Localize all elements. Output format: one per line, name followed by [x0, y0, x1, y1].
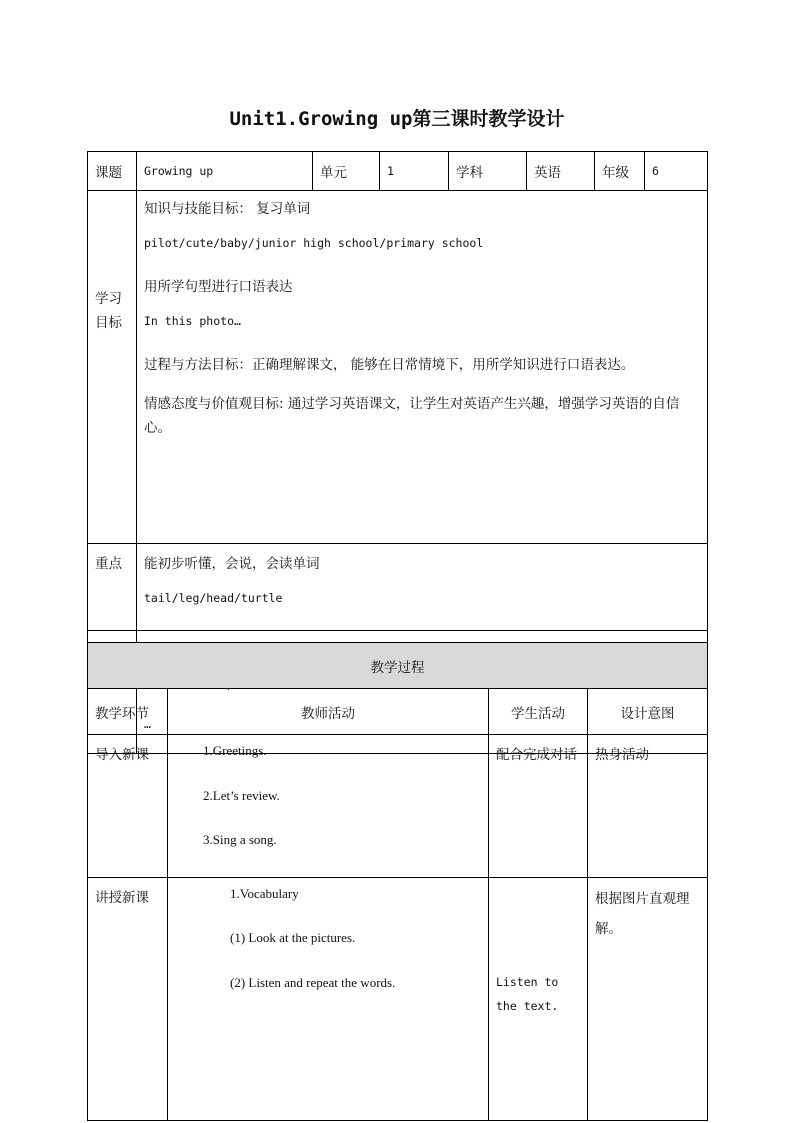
objectives-label	[88, 191, 137, 544]
unit-label: 单元	[313, 152, 380, 191]
objectives-row	[88, 191, 708, 544]
teaching-process-table	[87, 642, 708, 1121]
objective-line-3: 用所学句型进行口语表达	[144, 279, 293, 295]
teacher-step: 2.Let’s review.	[203, 787, 280, 803]
teacher-activity-cell	[168, 735, 489, 878]
topic-label: 课题	[88, 152, 137, 191]
process-header-row	[88, 689, 708, 735]
grade-value: 6	[645, 152, 708, 191]
key-points-row	[88, 544, 708, 631]
stage-cell: 讲授新课	[88, 877, 168, 1120]
grade-label: 年级	[595, 152, 645, 191]
title-chinese: 第三课时教学设计	[412, 108, 565, 130]
key-point-line-2: tail/leg/head/turtle	[144, 591, 283, 605]
difficulty-line-3: …	[144, 717, 151, 731]
header-stage: 教学环节	[88, 689, 168, 735]
teacher-step: 1.Greetings.	[203, 743, 267, 758]
teacher-step: 3.Sing a song.	[203, 832, 277, 847]
teacher-step: (2) Listen and repeat the words.	[230, 974, 396, 990]
header-design-intent: 设计意图	[588, 689, 708, 735]
objectives-label-line2: 目标	[95, 315, 122, 331]
stage-cell: 导入新课	[88, 735, 168, 878]
process-band-title: 教学过程	[88, 643, 708, 689]
design-intent-cell: 根据图片直观理解。	[588, 877, 708, 1120]
teacher-step: 1.Vocabulary	[230, 885, 299, 901]
design-intent-cell: 热身活动	[588, 735, 708, 878]
title-english: Unit1.Growing up	[229, 108, 413, 130]
process-band-row	[88, 643, 708, 689]
objective-line-6: 情感态度与价值观目标: 通过学习英语课文，让学生对英语产生兴趣，增强学习英语的自信心。	[144, 396, 680, 436]
student-activity-cell: 配合完成对话	[489, 735, 588, 878]
objectives-label-line1: 学习	[95, 291, 122, 307]
process-row-intro	[88, 735, 708, 878]
topic-value: Growing up	[137, 152, 313, 191]
info-header-row	[88, 152, 708, 191]
teacher-step: (1) Look at the pictures.	[230, 930, 356, 945]
key-points-content	[137, 544, 708, 631]
objective-line-5: 过程与方法目标：正确理解课文， 能够在日常情境下，用所学知识进行口语表达。	[144, 357, 635, 373]
subject-value: 英语	[527, 152, 595, 191]
teacher-activity-cell	[168, 877, 489, 1120]
objective-line-1: 知识与技能目标： 复习单词	[144, 201, 311, 217]
objective-line-2: pilot/cute/baby/junior high school/primary school	[144, 236, 484, 250]
objective-line-4: In this photo…	[144, 314, 241, 328]
key-points-label: 重点	[88, 544, 137, 631]
objectives-content	[137, 191, 708, 544]
header-student-activity: 学生活动	[489, 689, 588, 735]
subject-label: 学科	[449, 152, 527, 191]
unit-value: 1	[380, 152, 449, 191]
student-activity-cell: Listen to the text.	[489, 877, 588, 1120]
document-title	[0, 104, 794, 131]
header-teacher-activity: 教师活动	[168, 689, 489, 735]
process-row-new-lesson	[88, 877, 708, 1120]
key-point-line-1: 能初步听懂，会说，会读单词	[144, 556, 320, 572]
